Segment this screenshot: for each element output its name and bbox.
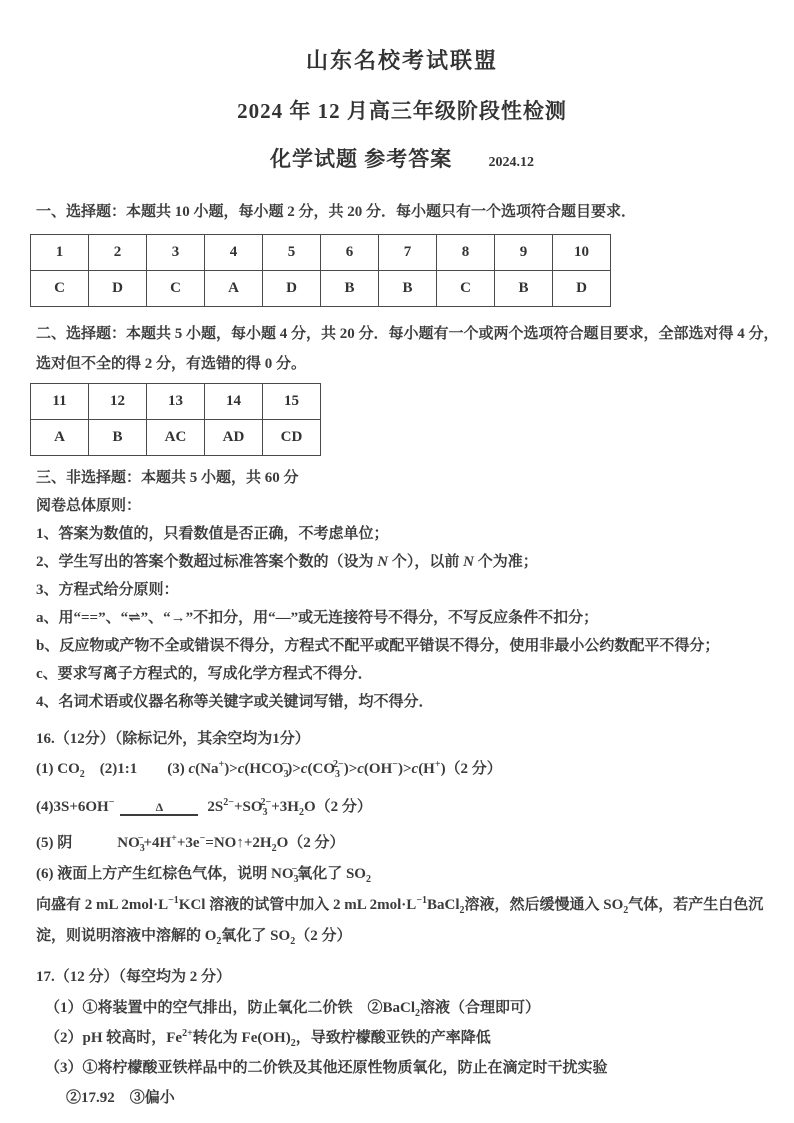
answer-cell: B — [495, 271, 553, 307]
grading-rule-3b: b、反应物或产物不全或错误不得分，方程式不配平或配平错误不得分，使用非最小公约数配平不得分； — [36, 638, 720, 654]
choice-answer-table-1 — [30, 234, 611, 307]
question-number-cell: 2 — [89, 235, 147, 271]
answer-cell: AC — [147, 420, 205, 456]
answer-cell: D — [553, 271, 611, 307]
grading-rule-3c: c、要求写离子方程式的，写成化学方程式不得分． — [36, 666, 373, 682]
answer-cell: B — [321, 271, 379, 307]
question-number-cell: 9 — [495, 235, 553, 271]
grading-rule-4: 4、名词术语或仪器名称等关键字或关键词写错，均不得分． — [36, 694, 434, 710]
q16-answers-1-2-3: (1) $CO_2$ (2)1:1 (3) $c(Na^+)>c(HCO_3^-)>c(CO_3^{2-})>c(OH^-)>c(H^+)(2$ 分） — [36, 759, 502, 780]
exam-title: 2024 年 12 月高三年级阶段性检测 — [237, 99, 567, 123]
section2-heading-line1: 二、选择题：本题共 5 小题，每小题 4 分，共 20 分．每小题有一个或两个选项符合题目要求，全部选对得 4 分， — [36, 326, 779, 342]
answer-cell: B — [89, 420, 147, 456]
q16-answer-6-line1: (6) 液面上方产生红棕色气体，说明 $NO_3^-$氧化了 $SO_2$ — [36, 864, 371, 885]
q17-answer-3-line1: （3）①将柠檬酸亚铁样品中的二价铁及其他还原性物质氧化，防止在滴定时干扰实验 — [45, 1060, 608, 1076]
grading-principles-title: 阅卷总体原则： — [36, 498, 142, 514]
question-number-cell: 14 — [205, 384, 263, 420]
question-number-cell: 3 — [147, 235, 205, 271]
paper-title-line — [36, 143, 768, 173]
q16-answer-5-equation: (5) 阴 $NO_3^-+4H^++3e^-=NO↑+2H_2O(2$ 分） — [36, 833, 345, 854]
answer-cell: D — [263, 271, 321, 307]
question-number-cell: 15 — [263, 384, 321, 420]
question-number-cell: 13 — [147, 384, 205, 420]
answer-cell: AD — [205, 420, 263, 456]
delta-condition-arrow: Δ — [120, 801, 198, 816]
q16-answer-4-equation: (4)3S+6OH− Δ $2S^{2-}+SO_3^{2-}+3H_2O(2$ 分） — [36, 797, 372, 818]
answer-cell: A — [205, 271, 263, 307]
grading-rule-2: 2、学生写出的答案个数超过标准答案个数的（设为 N 个），以前 N 个为准； — [36, 554, 538, 570]
section2-heading-line2: 选对但不全的得 2 分，有选错的得 0 分。 — [36, 356, 307, 372]
q17-answer-3-line2: ②17.92 ③偏小 — [66, 1090, 175, 1106]
answer-cell: D — [89, 271, 147, 307]
q17-heading: 17.（12 分）（每空均为 2 分） — [36, 969, 232, 985]
question-number-cell: 5 — [263, 235, 321, 271]
answer-row — [31, 420, 321, 456]
answer-row — [31, 271, 611, 307]
choice-answer-table-2 — [30, 383, 321, 456]
q16-answer-6-line3: 淀，则说明溶液中溶解的 $O_2$氧化了 $SO_2(2$ 分） — [36, 928, 352, 947]
question-number-cell: 7 — [379, 235, 437, 271]
question-number-cell: 11 — [31, 384, 89, 420]
grading-rule-3: 3、方程式给分原则： — [36, 582, 179, 598]
grading-rule-3a: a、用“==”、“⇌”、“→”不扣分，用“—”或无连接符号不得分，不写反应条件不扣分； — [36, 610, 599, 626]
paper-date: 2024.12 — [488, 155, 534, 170]
question-number-cell: 8 — [437, 235, 495, 271]
q16-answer-6-line2: 向盛有 2 mL $2mol\cdot L^{-1}KCl$ 溶液的试管中加入 2 mL $2mol\cdot L^{-1}BaCl_2$溶液，然后缓慢通入 $SO_2$气体，若产生白色沉 — [36, 895, 764, 916]
answer-cell: C — [437, 271, 495, 307]
question-number-row — [31, 384, 321, 420]
paper-title: 化学试题 参考答案 — [270, 147, 453, 171]
q17-answer-2: （2）pH 较高时，$Fe^{2+}$转化为 $Fe(OH)_2$，导致柠檬酸亚铁的产率降低 — [45, 1028, 491, 1049]
question-number-cell: 1 — [31, 235, 89, 271]
question-number-cell: 12 — [89, 384, 147, 420]
section3-heading: 三、非选择题：本题共 5 小题，共 60 分 — [36, 470, 299, 486]
question-number-cell: 4 — [205, 235, 263, 271]
page-title: 山东名校考试联盟 — [305, 48, 498, 73]
answer-cell: B — [379, 271, 437, 307]
q17-answer-1: （1）①将装置中的空气排出，防止氧化二价铁 ②BaCl$_2$溶液（合理即可） — [45, 1000, 541, 1019]
grading-rule-1: 1、答案为数值的，只看数值是否正确，不考虑单位； — [36, 526, 389, 542]
answer-cell: CD — [263, 420, 321, 456]
answer-cell: A — [31, 420, 89, 456]
q16-heading: 16.（12分）（除标记外，其余空均为1分） — [36, 731, 310, 747]
question-number-cell: 10 — [553, 235, 611, 271]
answer-cell: C — [147, 271, 205, 307]
answer-cell: C — [31, 271, 89, 307]
question-number-cell: 6 — [321, 235, 379, 271]
section1-heading: 一、选择题：本题共 10 小题，每小题 2 分，共 20 分．每小题只有一个选项符合题目要求． — [36, 204, 637, 220]
question-number-row — [31, 235, 611, 271]
